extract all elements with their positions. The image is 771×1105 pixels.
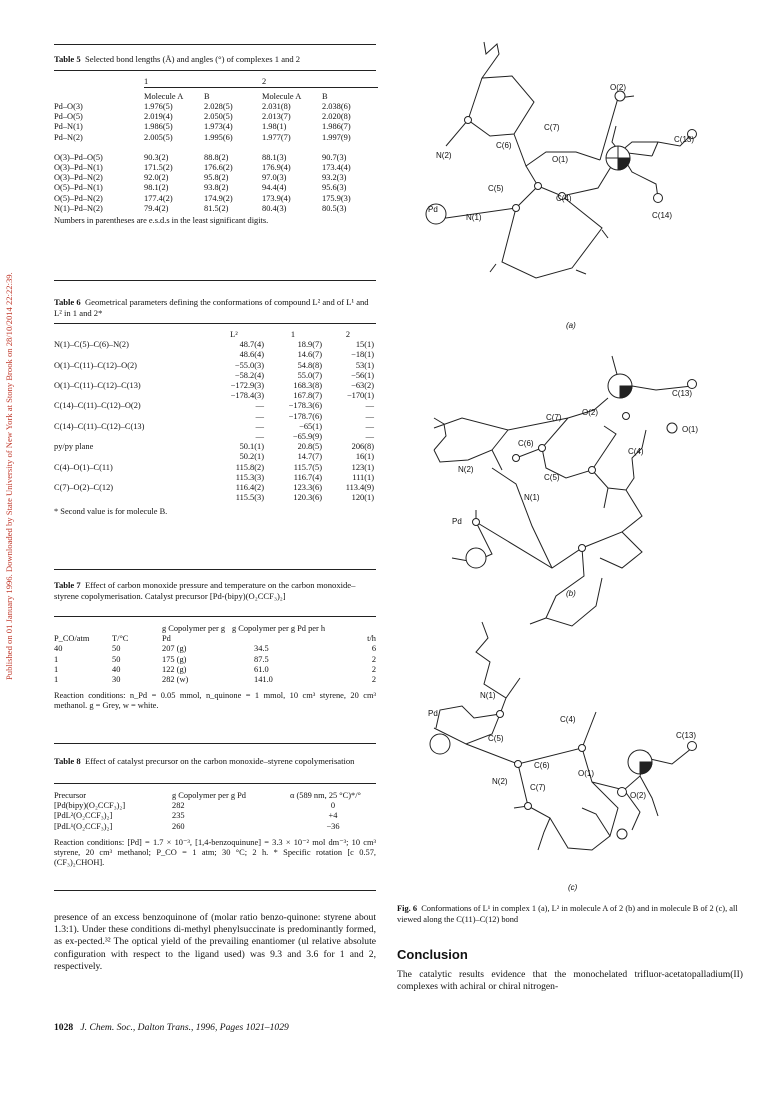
table6-rows-cell: −170(1) [346, 391, 374, 401]
table6-rows-row [54, 452, 374, 462]
panel-a-label: (a) [566, 321, 576, 330]
table5-rows-a-cell: 2.013(7) [262, 112, 291, 122]
table5-rule [54, 70, 376, 71]
table6-rows-cell: −56(1) [351, 370, 374, 380]
table6-rows-cell: 115.8(2) [235, 462, 264, 472]
table6-rows-row [54, 391, 374, 401]
table5-subheader: B [204, 91, 210, 101]
table5-rows-b-cell: N(1)–Pd–N(2) [54, 203, 103, 213]
table6-rows-cell: — [255, 401, 264, 411]
table5-rows-b-cell: 88.1(3) [262, 152, 287, 162]
table8-rows-cell: [PdL¹(O₂CCF₃)₂] [54, 821, 113, 831]
table5-rows-b-cell: 90.3(2) [144, 152, 169, 162]
table8-header: α (589 nm, 25 °C)*/° [290, 791, 361, 800]
table6-rows-cell: — [255, 432, 264, 442]
table5-rows-a-cell: Pd–N(2) [54, 132, 83, 142]
table6-rows-cell: C(14)–C(11)–C(12)–O(2) [54, 401, 141, 411]
table8-rows-cell: 235 [172, 811, 185, 821]
table7-rows-cell: 207 (g) [162, 644, 187, 654]
table7-rows-cell: 2 [371, 664, 376, 674]
table6-rows-cell: O(1)–C(11)–C(12)–O(2) [54, 360, 137, 370]
table6-rows-cell: 168.3(8) [293, 381, 322, 391]
table8-rows-cell: +4 [328, 811, 338, 821]
atom-label: Pd [452, 517, 462, 526]
table8-label: Table 8 [54, 756, 81, 766]
table5-subheader: Molecule A [262, 91, 302, 101]
table7-rows-cell: 141.0 [254, 675, 273, 685]
table6-rows-cell: 206(8) [351, 442, 374, 452]
table8-rows-cell: [PdL²(O₂CCF₃)₂] [54, 811, 113, 821]
table7-rows-cell: 122 (g) [162, 664, 187, 674]
table8-rule [54, 783, 376, 784]
table7-rows-cell: 61.0 [254, 664, 269, 674]
table5-rows-b-cell: 175.9(3) [322, 193, 351, 203]
table7-rows-cell: 175 (g) [162, 654, 187, 664]
table6-rows-cell [54, 452, 204, 462]
table7-rows-cell: 40 [112, 664, 121, 674]
figure6-caption-text: Conformations of L¹ in complex 1 (a), L² in molecule A of 2 (b) and in molecule B of 2 (c), all viewed along the C(11)–C(12) bond [397, 904, 738, 924]
table5-caption-text: Selected bond lengths (Å) and angles (°) of complexes 1 and 2 [84, 54, 301, 64]
table5-subheader: Molecule A [144, 91, 184, 101]
atom-label: C(7) [530, 783, 546, 792]
atom-label: C(4) [628, 447, 644, 456]
table6-rows-cell: 53(1) [355, 360, 374, 370]
panel-b-structure [434, 356, 697, 626]
table5-grid [54, 77, 378, 214]
table5-rows-a-cell: 1.995(6) [204, 132, 233, 142]
table6-rows-cell: 14.7(7) [297, 452, 322, 462]
table8-rows-row [54, 801, 376, 811]
table6-rows-cell: 115.5(3) [235, 493, 264, 503]
table7 [54, 624, 376, 712]
table5-rows-b-cell: 94.4(4) [262, 183, 287, 193]
table5-rows-b-cell: 171.5(2) [144, 162, 173, 172]
panel-c-labels [428, 691, 696, 800]
table6-rows-row [54, 412, 374, 422]
table6-rows-cell: −55.0(3) [234, 360, 264, 370]
table7-rows-cell: 50 [112, 644, 121, 654]
watermark-text: Published on 01 January 1996. Downloaded by State University of New York at Stony Brook on 28/10/2014 22:22:39. [4, 272, 14, 680]
table8-rows-cell: 0 [330, 801, 336, 811]
table8-header: Precursor [54, 791, 87, 800]
table5-caption [54, 54, 376, 65]
table6-rows-cell: 15(1) [355, 340, 374, 350]
table6-rows-cell: 50.2(1) [239, 452, 264, 462]
atom-label: C(14) [652, 211, 673, 220]
table7-label: Table 7 [54, 580, 81, 590]
table7-rows-cell: 34.5 [254, 644, 269, 654]
table7-rows-cell: 40 [54, 644, 63, 654]
table5-rows-a-cell: Pd–O(3) [54, 101, 83, 111]
table7-bottom-rule [54, 743, 376, 744]
table5-rows-a-cell: 1.986(5) [144, 122, 173, 132]
table5-group-1: 1 [144, 77, 262, 88]
table5-rows-a-cell: 1.977(7) [262, 132, 291, 142]
table8-bottom-rule [54, 890, 376, 891]
table5-rows-a-row [54, 112, 378, 122]
journal-citation: J. Chem. Soc., Dalton Trans., 1996, Pages 1021–1029 [80, 1022, 289, 1033]
table6-rows-row [54, 361, 374, 371]
table6-rows-cell: 16(1) [355, 452, 374, 462]
table6-rows-cell: −172.9(3) [230, 381, 264, 391]
table6-rows-row [54, 442, 374, 452]
table6-rows-cell: −178.7(6) [288, 411, 322, 421]
table5-rows-b-cell: 97.0(3) [262, 173, 287, 183]
atom-label: C(13) [676, 731, 697, 740]
table6-rows-cell: C(4)–O(1)–C(11) [54, 462, 113, 472]
table8-caption-text: Effect of catalyst precursor on the carbon monoxide–styrene copolymerisation [84, 756, 355, 766]
table7-rows-row [54, 675, 376, 685]
table5-rows-b-row [54, 163, 378, 173]
table6-rows-cell: −18(1) [351, 350, 374, 360]
table6-footnote: * Second value is for molecule B. [54, 507, 168, 517]
table7-caption [54, 580, 376, 601]
table6-rows-cell: 123(1) [351, 462, 374, 472]
table7-rows-row [54, 665, 376, 675]
table6-rows-cell: 14.6(7) [297, 350, 322, 360]
table6-caption [54, 297, 376, 318]
table6-label: Table 6 [54, 297, 81, 307]
table5-rows-b-row [54, 173, 378, 183]
table6-rows-cell: 123.3(6) [293, 483, 322, 493]
atom-label: C(7) [544, 123, 560, 132]
table5-label: Table 5 [54, 54, 81, 64]
table5-rows-b-cell: 93.8(2) [204, 183, 229, 193]
atom-label: O(1) [682, 425, 698, 434]
table6-rows-cell: — [255, 421, 264, 431]
table7-rows-cell: 50 [112, 654, 121, 664]
table7-rows-row [54, 655, 376, 665]
conclusion-text: The catalytic results evidence that the monochelated trifluor-acetatopalladium(II) complexes with achiral or chiral nitrogen- [397, 969, 743, 993]
table5-rows-b-cell: O(3)–Pd–O(5) [54, 152, 103, 162]
table5-rows-b-row [54, 153, 378, 163]
table7-header: t/h [367, 634, 376, 644]
table5-rows-b-cell: 98.1(2) [144, 183, 169, 193]
table7-rows-cell: 2 [371, 654, 376, 664]
atom-label: O(2) [582, 408, 598, 417]
table6-rows-row [54, 381, 374, 391]
panel-b-labels [452, 389, 698, 526]
table8-rows-cell: [Pd(bipy)(O₂CCF₃)₂] [54, 801, 126, 811]
table6-rows-cell: C(14)–C(11)–C(12)–C(13) [54, 421, 145, 431]
atom-label: C(5) [488, 734, 504, 743]
table6-rows-cell: N(1)–C(5)–C(6)–N(2) [54, 340, 129, 350]
table6-rows-cell: 115.3(3) [235, 472, 264, 482]
table6-rows-cell: −63(2) [351, 381, 374, 391]
table7-rows-cell: 87.5 [254, 654, 269, 664]
table5-rows-b-cell: O(5)–Pd–N(2) [54, 193, 103, 203]
table6-rows-row [54, 473, 374, 483]
table6-rows-cell: — [365, 401, 374, 411]
table5-rows-a-cell: 2.005(5) [144, 132, 173, 142]
panel-b-label: (b) [566, 589, 576, 598]
table5-rows-a-cell: 2.031(8) [262, 101, 291, 111]
table7-header: g Copolymer per g Pd per h [232, 624, 326, 633]
table5-rows-a-cell: 1.976(5) [144, 101, 173, 111]
table8-rows-row [54, 811, 376, 821]
table5-rows-b-cell: 81.5(2) [204, 203, 229, 213]
table7-rule [54, 616, 376, 617]
table8-header: g Copolymer per g Pd [172, 791, 246, 800]
table6-rows-row [54, 371, 374, 381]
table5-rows-b-cell: 176.9(4) [262, 162, 291, 172]
table5-rows-a-cell: Pd–O(5) [54, 112, 83, 122]
table6-rows-cell: 48.7(4) [239, 340, 264, 350]
table6-rows-cell: 55.0(7) [297, 370, 322, 380]
table6-rows-cell: C(7)–O(2)–C(12) [54, 483, 114, 493]
table5-rows-a-cell: 1.997(9) [322, 132, 351, 142]
table7-header: P_CO/atm [54, 634, 90, 644]
table7-footnote: Reaction conditions: n_Pd = 0.05 mmol, n_quinone = 1 mmol, 10 cm³ styrene, 20 cm³ methanol. g = Grey, w = white. [54, 691, 376, 711]
table6-rows-cell: 111(1) [352, 472, 374, 482]
table6-rows-row [54, 422, 374, 432]
table5-rows-a-row [54, 122, 378, 132]
table5-rows-b-cell: O(3)–Pd–N(2) [54, 173, 103, 183]
atom-label: C(6) [534, 761, 550, 770]
atom-label: C(13) [672, 389, 693, 398]
table5-rows-b-cell: 93.2(3) [322, 173, 347, 183]
table6-rows-cell: 20.8(5) [297, 442, 322, 452]
table7-rows-cell: 282 (w) [162, 675, 189, 685]
table6-rows-cell: −65(1) [299, 421, 322, 431]
table7-rows-cell: 6 [371, 644, 376, 654]
table6-rows-cell: 54.8(8) [297, 360, 322, 370]
table5-rows-b-row [54, 183, 378, 193]
table8-rows-row [54, 822, 376, 832]
table7-header: T/°C [112, 634, 129, 644]
table6 [54, 330, 374, 518]
table5-rows-b-row [54, 194, 378, 204]
atom-label: N(1) [480, 691, 496, 700]
table6-caption-text: Geometrical parameters defining the conformations of compound L² and of L¹ and L² in 1 and 2* [54, 297, 369, 318]
atom-label: O(1) [552, 155, 568, 164]
table6-rows-cell: 50.1(1) [239, 442, 264, 452]
table6-header: 2 [345, 330, 351, 339]
table5-footnote: Numbers in parentheses are e.s.d.s in the least significant digits. [54, 215, 269, 225]
table6-rows-row [54, 401, 374, 411]
table5-rows-b-cell: 95.8(2) [204, 173, 229, 183]
atom-label: C(5) [488, 184, 504, 193]
table6-rows-cell [54, 391, 204, 401]
table5-rows-b-cell: O(5)–Pd–N(1) [54, 183, 103, 193]
atom-label: C(6) [496, 141, 512, 150]
panel-c-structure [430, 622, 697, 850]
atom-label: N(2) [458, 465, 474, 474]
table5-rows-b-row [54, 204, 378, 214]
table8-rows-cell: −36 [326, 821, 340, 831]
table5-rows-a-cell: 1.973(4) [204, 122, 233, 132]
table6-rows-row [54, 483, 374, 493]
table6-rows-cell: 116.7(4) [293, 472, 322, 482]
table5-rows-a-cell: 2.050(5) [204, 112, 233, 122]
table8 [54, 791, 376, 868]
table6-header: 1 [290, 330, 296, 339]
table6-rows-cell: — [365, 421, 374, 431]
table5-rows-a-cell: 2.038(6) [322, 101, 351, 111]
table6-rows-cell [54, 493, 204, 503]
table5-rows-b-cell: 95.6(3) [322, 183, 347, 193]
table5-rows-b-cell: 88.8(2) [204, 152, 229, 162]
table6-rows-cell: −58.2(4) [234, 370, 264, 380]
table7-grid [54, 624, 376, 685]
table5-rows-b-cell: 176.6(2) [204, 162, 233, 172]
table5-rows-b-cell: O(3)–Pd–N(1) [54, 162, 103, 172]
body-paragraph: presence of an excess benzoquinone of (molar ratio benzo-quinone: styrene about 1.3:1). Under these conditions di-methyl phenylsuccinate is predominantly formed, as ex-pected.³² The optical yield of the prevailing enantiomer (ul relative absolute configuration with respect to the ligand used) was 9.3 and 3.6 for 1 and 2, respectively. [54, 912, 376, 972]
table8-rows-cell: 282 [172, 801, 185, 811]
table6-rule [54, 323, 376, 324]
table7-rows-cell: 1 [54, 675, 59, 685]
page-number: 1028 [54, 1022, 74, 1033]
table6-rows-row [54, 340, 374, 350]
atom-label: O(2) [610, 83, 626, 92]
atom-label: C(5) [544, 473, 560, 482]
table5-rows-b-cell: 92.0(2) [144, 173, 169, 183]
table5-rows-a-row [54, 133, 378, 143]
table7-rows-row [54, 644, 376, 654]
atom-label: N(1) [466, 213, 482, 222]
table6-rows-row [54, 493, 374, 503]
table6-rows-cell: 120.3(6) [293, 493, 322, 503]
table5-rows-b-cell: 80.5(3) [322, 203, 347, 213]
table6-rows-cell [54, 371, 204, 381]
panel-c-sublabel: (c) [568, 883, 578, 892]
atom-label: N(1) [524, 493, 540, 502]
atom-label: N(2) [436, 151, 452, 160]
table6-rows-cell: 48.6(4) [239, 350, 264, 360]
table6-rows-cell [54, 350, 204, 360]
table6-rows-cell: — [255, 411, 264, 421]
atom-label: Pd [428, 709, 438, 718]
figure6-caption [397, 904, 743, 925]
table6-rows-row [54, 350, 374, 360]
table6-rows-cell: 116.4(2) [235, 483, 264, 493]
table5-bottom-rule [54, 280, 376, 281]
atom-label: C(4) [556, 194, 572, 203]
table6-rows-cell: −178.4(3) [230, 391, 264, 401]
table5-rows-a-row [54, 102, 378, 112]
table6-rows-cell [54, 473, 204, 483]
table5-rows-b-cell: 79.4(2) [144, 203, 169, 213]
table6-rows-cell: −178.3(6) [288, 401, 322, 411]
table5-rows-a-cell: 1.986(7) [322, 122, 351, 132]
atom-label: C(13) [674, 135, 695, 144]
table5 [54, 77, 378, 226]
atom-label: C(7) [546, 413, 562, 422]
atom-label: C(6) [518, 439, 534, 448]
table8-rows-cell: 260 [172, 821, 185, 831]
table6-rows-cell: 120(1) [351, 493, 374, 503]
table5-top-rule [54, 44, 376, 45]
table6-rows-cell: — [365, 432, 374, 442]
figure6-caption-label: Fig. 6 [397, 904, 418, 913]
figure6 [396, 38, 746, 888]
table5-subheader: B [322, 91, 328, 101]
atom-label: C(4) [560, 715, 576, 724]
table6-rows-cell [54, 432, 204, 442]
atom-label: O(2) [630, 791, 646, 800]
table5-rows-b-cell: 174.9(2) [204, 193, 233, 203]
table6-rows-cell: 115.7(5) [293, 462, 322, 472]
table5-rows-a-cell: 2.019(4) [144, 112, 173, 122]
table8-footnote: Reaction conditions: [Pd] = 1.7 × 10⁻³, [1,4-benzoquinune] = 3.3 × 10⁻² mol dm⁻³; 10 cm³ styrene, 20 cm³ methanol; P_CO = 1 atm; 30 °C; 2 h. * Specific rotation [c 0.57, (CF₃)₂CHOH]. [54, 837, 376, 868]
table6-header: L² [230, 330, 238, 339]
download-watermark [2, 160, 16, 680]
table7-rows-cell: 30 [112, 675, 121, 685]
table6-rows-cell: O(1)–C(11)–C(12)–C(13) [54, 381, 141, 391]
table6-rows-cell: 18.9(7) [297, 340, 322, 350]
table6-rows-cell: 113.4(9) [345, 483, 374, 493]
table6-rows-cell: — [365, 411, 374, 421]
table6-rows-row [54, 463, 374, 473]
table7-caption-text: Effect of carbon monoxide pressure and temperature on the carbon monoxide–styrene copolymerisation. Catalyst precursor [Pd-(bipy)(O₂CCF₃)₂] [54, 580, 356, 601]
table5-rows-b-cell: 173.9(4) [262, 193, 291, 203]
table5-rows-a-cell: 1.98(1) [262, 122, 287, 132]
atom-label: N(2) [492, 777, 508, 786]
table5-rows-b-cell: 173.4(4) [322, 162, 351, 172]
table5-rows-b-cell: 80.4(3) [262, 203, 287, 213]
table5-rows-a-cell: Pd–N(1) [54, 122, 83, 132]
table7-rows-cell: 1 [54, 654, 59, 664]
table7-header: g Copolymer per g Pd [162, 624, 226, 644]
atom-label: Pd [428, 205, 438, 214]
table7-rows-cell: 2 [371, 675, 376, 685]
atom-label: O(1) [578, 769, 594, 778]
table6-rows-cell: −65.9(9) [292, 432, 322, 442]
table8-caption [54, 756, 376, 767]
table7-rows-cell: 1 [54, 664, 59, 674]
table6-bottom-rule [54, 569, 376, 570]
table6-grid [54, 330, 374, 503]
table8-grid [54, 791, 376, 832]
table5-rows-a-cell: 2.028(5) [204, 101, 233, 111]
table5-rows-b-cell: 177.4(2) [144, 193, 173, 203]
table5-group-2: 2 [262, 77, 378, 88]
page-footer [54, 1022, 289, 1033]
table6-rows-cell: 167.8(7) [293, 391, 322, 401]
table5-rows-a-cell: 2.020(8) [322, 112, 351, 122]
conclusion-heading: Conclusion [397, 947, 468, 962]
table6-rows-cell [54, 412, 204, 422]
table6-rows-cell: py/py plane [54, 442, 94, 452]
table5-rows-b-cell: 90.7(3) [322, 152, 347, 162]
table6-rows-row [54, 432, 374, 442]
